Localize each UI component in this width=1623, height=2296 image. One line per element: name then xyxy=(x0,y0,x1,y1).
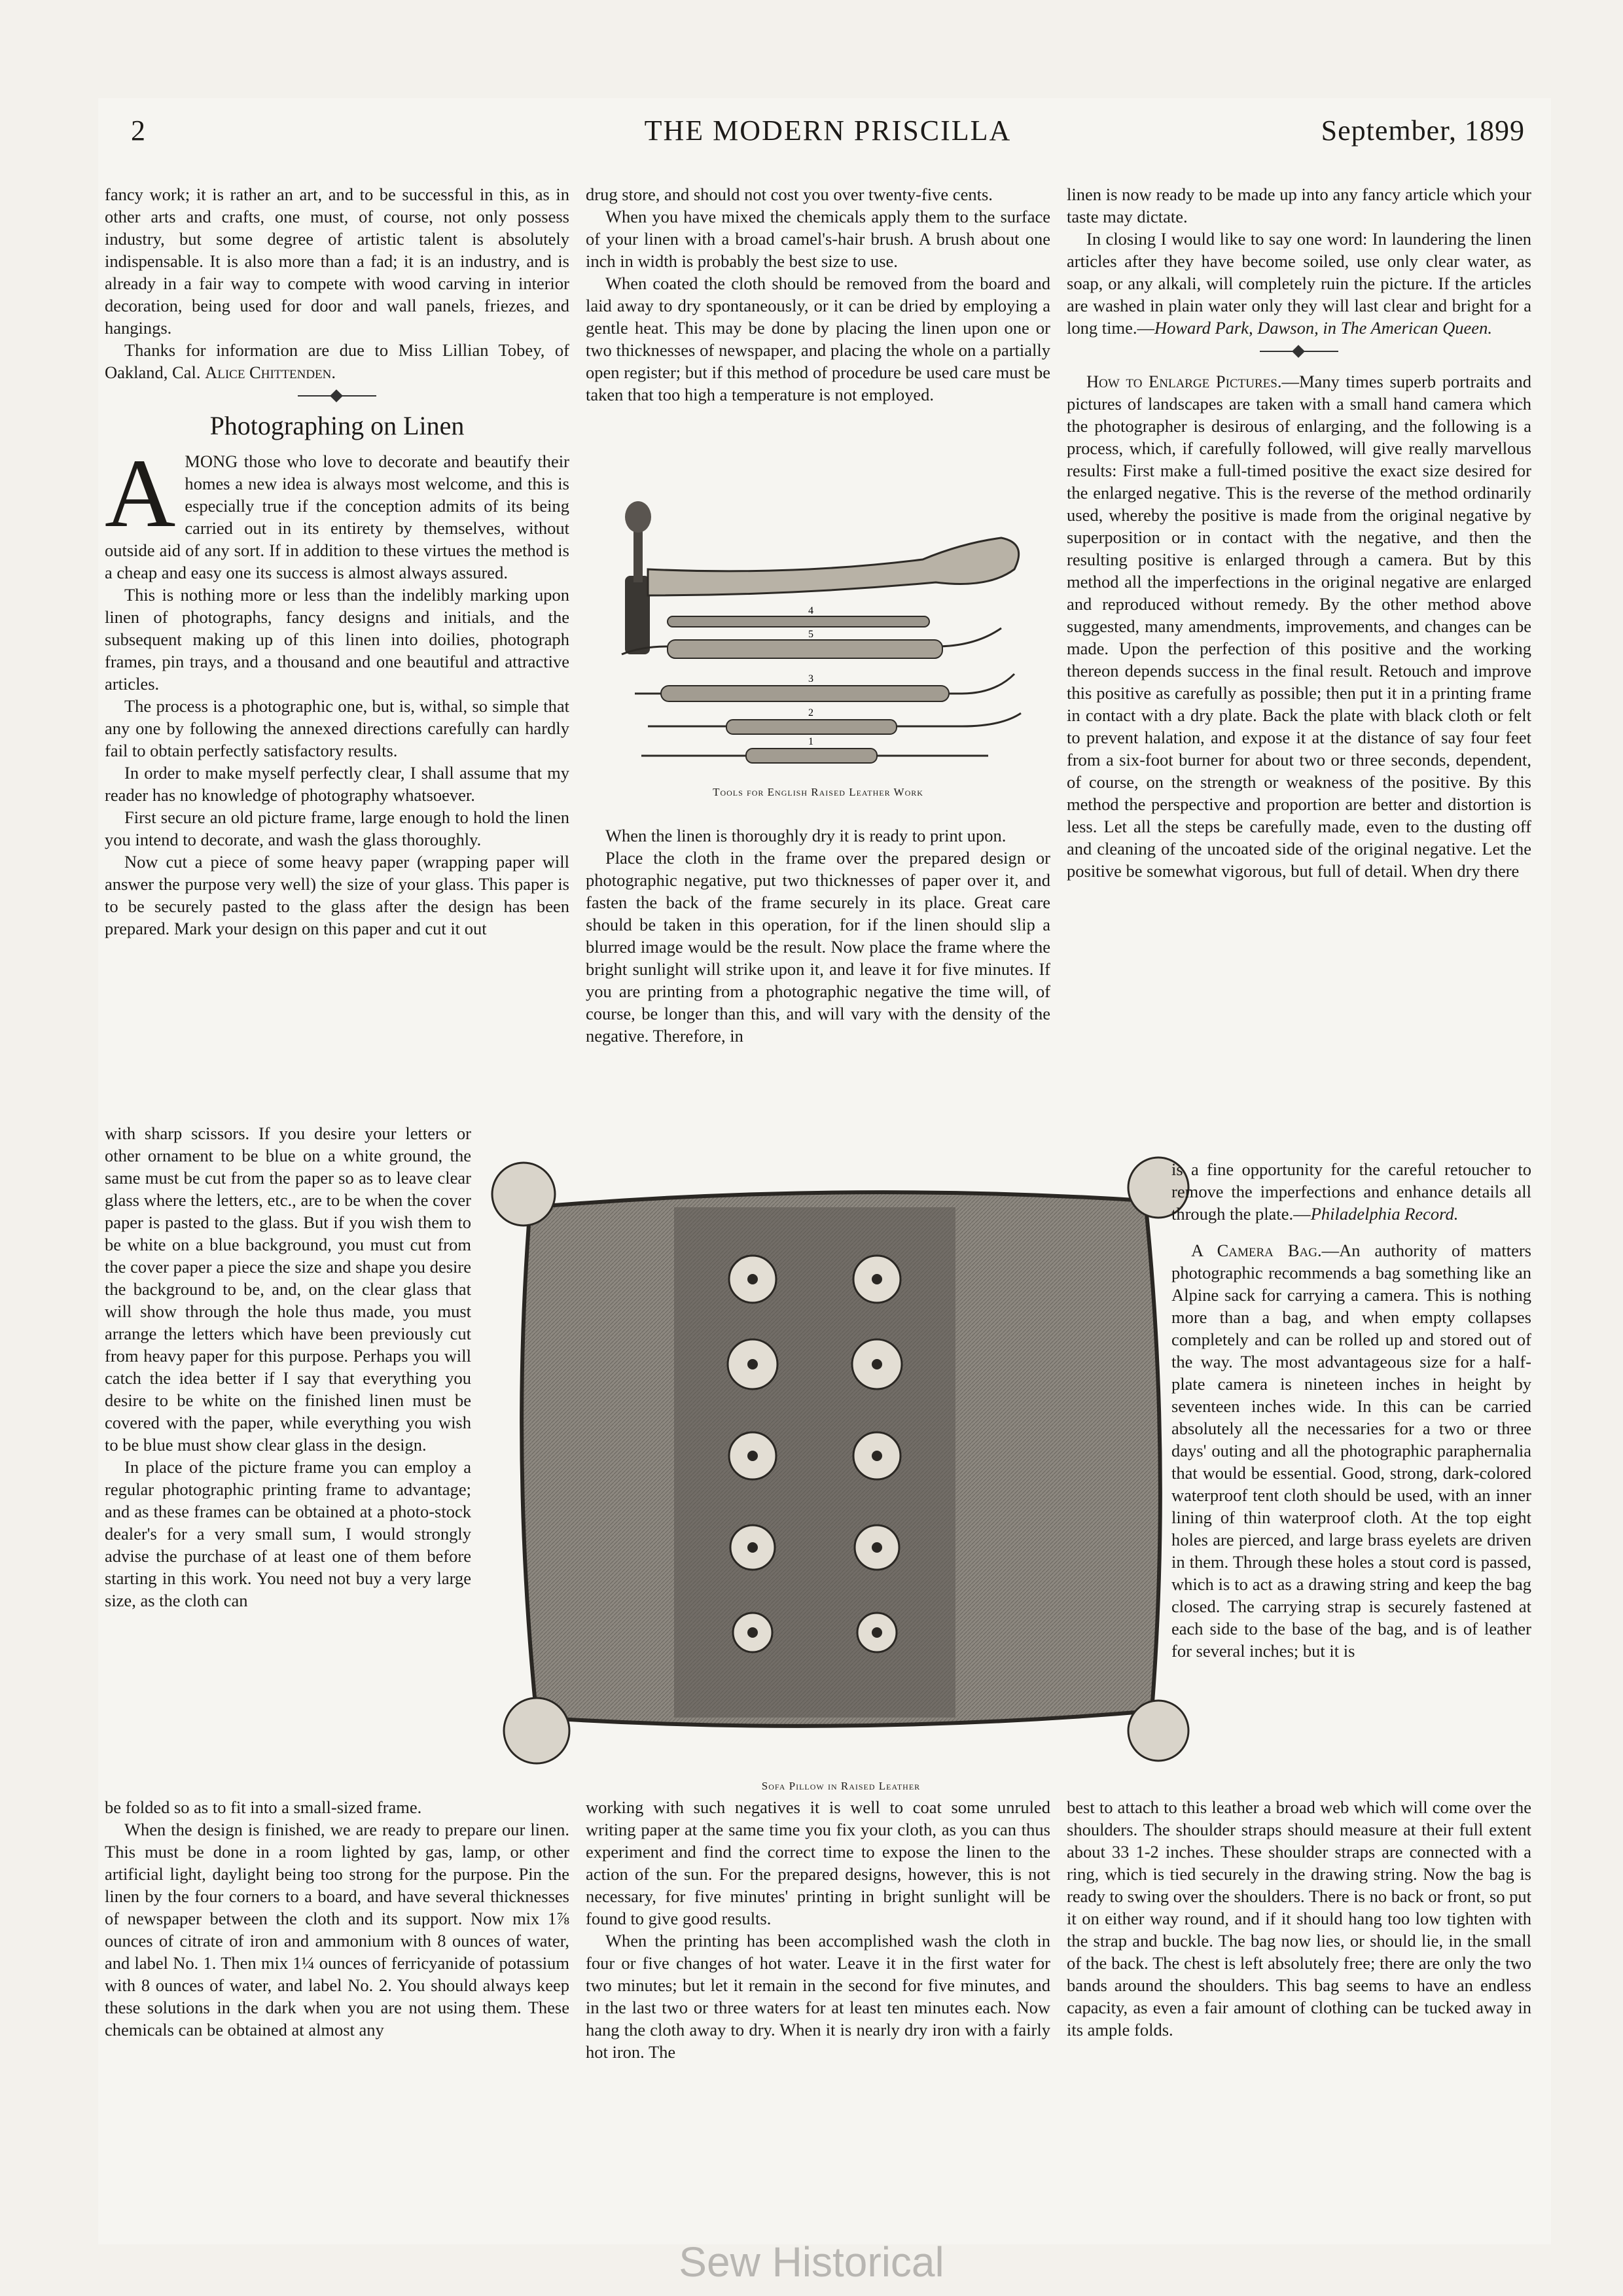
col2-paragraph-1: drug store, and should not cost you over twenty-five cents. xyxy=(586,185,993,204)
pillow-caption: Sofa Pillow in Raised Leather xyxy=(761,1780,921,1792)
article-paragraph-6a: Now cut a piece of some heavy paper (wrapping paper will answer the purpose very well) the size of your glass. This paper is to be securely pasted to the glass after the design has been prepared. Mark your design on this paper and cut it out xyxy=(105,852,569,938)
camera-bag-heading: A Camera Bag. xyxy=(1191,1241,1322,1260)
tool-row-4 xyxy=(668,605,929,627)
magazine-page xyxy=(98,98,1551,2244)
issue-date: September, 1899 xyxy=(1321,115,1525,147)
col3-credit: Howard Park, Dawson, in The American Queen. xyxy=(1154,318,1492,338)
intro-paragraph-2: Thanks for information are due to Miss Lillian Tobey, of Oakland, Cal. Alice Chittenden. xyxy=(105,340,569,382)
article-paragraph-7: In place of the picture frame you can employ a regular photographic printing frame to advantage; and as these frames can be obtained at a photo-stock dealer's for a very small sum, I would strongly advise the purchase of at least one of them before starting in this work. You need not buy a very large size, as the cloth can xyxy=(105,1457,471,1610)
col2-paragraph-7: When the printing has been accomplished wash the cloth in four or five changes of hot water. Leave it in the first water for two minutes; but let it remain in the second for five minutes, and in the last two or three waters for at least ten minutes each. Now hang the cloth away to dry. When it is nearly dry iron with a fairly hot iron. The xyxy=(586,1931,1050,2062)
tool-row-1 xyxy=(641,736,988,763)
article-paragraph-2: This is nothing more or less than the indelibly marking upon linen of photographs, fancy designs and initials, and the subsequent making up of this linen into doilies, photograph frames, pin trays, and a thousand and one beautiful and attractive articles. xyxy=(105,585,569,694)
camera-bag-paragraph: A Camera Bag.—An authority of matters photographic recommends a bag something like an Alpine sack for carrying a camera. This is nothing more than a bag, and when empty collapses completely and can be rolled up and stored out of the way. The most advantageous size for a half-plate camera is nineteen inches in height by seventeen inches wide. In this can be carried absolutely all the necessaries for a two or three days' outing and all the photographic paraphernalia that would be essential. Good, strong, dark-colored waterproof tent cloth should be used, with an inner lining of thin waterproof cloth. At the top eight holes are pierced, and large brass eyelets are driven in them. Through these holes a stout cord is passed, which is to act as a drawing string and keep the bag closed. The carrying strap is securely fastened at each side to the base of the bag, and is of leather for several inches; but it is xyxy=(1171,1241,1531,1661)
col2-paragraph-4: When the linen is thoroughly dry it is ready to print upon. xyxy=(605,826,1007,845)
col2-paragraph-2: When you have mixed the chemicals apply them to the surface of your linen with a broad camel's-hair brush. A brush about one inch in width is probably the best size to use. xyxy=(586,207,1050,271)
tool-label-1: 1 xyxy=(808,736,813,747)
col2-paragraph-3: When coated the cloth should be removed from the board and laid away to dry spontaneously, or it can be dried by employing a gentle heat. This may be done by placing the linen upon one or two thicknesses of newspaper, and placing the whole on a partially open register; but if this method of procedure be used care must be taken that too high a temperature is not employed. xyxy=(586,274,1050,404)
camera-bag-paragraph-b: best to attach to this leather a broad web which will come over the shoulders. The shoulder straps should measure at their full extent about 33 1-2 inches. These shoulder straps are connected with a ring, which is tied securely in the drawing string. Now the bag is ready to swing over the shoulders. There is no back or front, so put it on either way round, and if it should hang too low tighten with the strap and buckle. The bag now lies, or should lie, in the small of the back. The chest is left absolutely free; there are only the two bands around the shoulders. This bag seems to have an endless capacity, as even a fair amount of clothing can be tucked away in its ample folds. xyxy=(1067,1797,1531,2040)
enlarge-paragraph-b: is a fine opportunity for the careful retoucher to remove the imperfections and enhance details all through the plate.—Philadelphia Record. xyxy=(1171,1159,1531,1224)
hammer-head xyxy=(625,576,650,654)
author-signature: Alice Chittenden. xyxy=(205,362,336,382)
article-paragraph-5: First secure an old picture frame, large enough to hold the linen you intend to decorate, and wash the glass thoroughly. xyxy=(105,807,569,849)
center-panel xyxy=(674,1207,955,1718)
spoon-handle-tool xyxy=(648,538,1019,595)
section-divider xyxy=(298,395,376,402)
article-paragraph-1: AMONG those who love to decorate and beautify their homes a new idea is always most welcome, and this is especially true if the conception admits of its being carried out in its entirety by themselves, without outside aid of any sort. If in addition to these virtues the method is a cheap and easy one its success is almost always assured. xyxy=(105,439,569,582)
column-3 xyxy=(1067,183,1531,882)
column-1-lower xyxy=(105,1796,569,2041)
article-paragraph-7b: be folded so as to fit into a small-sized frame. xyxy=(105,1797,422,1817)
hammer-knob xyxy=(625,501,651,533)
enlarge-paragraph: How to Enlarge Pictures.—Many times superb portraits and pictures of landscapes are taken with a small hand camera which the photographer is desirous of enlarging, and the following is a process, which, if carefully followed, will give really marvellous results: First make a full-timed positive the exact size desired for the enlarged negative. This is the reverse of the method ordinarily used, whereby the positive is made from the original negative by superposition or in contact with the negative, and then the resulting positive is enlarged through a camera. But by this method all the imperfections in the original negative are enlarged and reproduced without remedy. By the other method above suggested, many amendments, improvements, and changes can be made. Upon the perfection of this positive and the working thereon depends success in the final result. Retouch and improve this positive as carefully as possible; then put it in a printing frame in contact with a dry plate. Back the plate with black cloth or felt to prevent halation, and expose it at the distance of say four feet from a six-foot burner for about two or three seconds, dependent, of course, on the strength or weakness of the positive. By this method the perspective and proportion are better and distortion is less. Let all the steps be carefully made, even to the dusting off and cleaning of the uncoated side of the original negative. Let the positive be somewhat vigorous, but full of detail. When dry there xyxy=(1067,372,1531,881)
col2-paragraph-6: working with such negatives it is well to coat some unruled writing paper at the same time you fix your cloth, as you can thus experiment and find the correct time to expose the linen to the action of the sun. For the prepared designs, however, this is not necessary, for five minutes' printing in bright sunlight will be found to give good results. xyxy=(586,1797,1050,1928)
drop-cap: A xyxy=(105,439,176,548)
tools-illustration xyxy=(596,497,1041,805)
tool-label-2: 2 xyxy=(808,707,813,718)
article-paragraph-4: In order to make myself perfectly clear, I shall assume that my reader has no knowledge of photography whatsoever. xyxy=(105,763,569,805)
sofa-pillow-illustration xyxy=(484,1148,1198,1803)
tool-row-5 xyxy=(622,628,1001,658)
article-paragraph-6b: with sharp scissors. If you desire your letters or other ornament to be blue on a white ground, the same must be cut from the paper so as to leave clear glass where the letters, etc., are to be when the cover paper is pasted to the glass. But if you wish them to be white on a blue background, you must cut from the cover paper a piece the size and shape you desire the background to be, and, on the clear glass that will show through the hole thus made, you must arrange the letters which have been previously cut from heavy paper for this purpose. Perhaps you will catch the idea better if I say that everything you desire to be white on the finished linen must be covered with the paper, while everything you wish to be blue must show clear glass in the design. xyxy=(105,1123,471,1455)
article-headline: Photographing on Linen xyxy=(209,411,465,440)
column-1 xyxy=(105,183,569,940)
page-header xyxy=(131,114,1525,160)
col3-paragraph-2: In closing I would like to say one word: In laundering the linen articles after they have become soiled, use only clear water, as soap, or any alkali, will completely ruin the picture. If the articles are washed in plain water only they will last clear and bright for a long time.—Howard Park, Dawson, in The American Queen. xyxy=(1067,229,1531,338)
column-2-lower xyxy=(586,1796,1050,2063)
enlarge-credit: Philadelphia Record. xyxy=(1310,1204,1459,1224)
col2-paragraph-5: Place the cloth in the frame over the prepared design or photographic negative, put two thicknesses of paper over it, and fasten the back of the frame securely in its place. Great care should be taken in this operation, for if the linen should slip a blurred image would be the result. Now place the frame where the bright sunlight will strike upon it, and leave it for five minutes. If you are printing from a photographic negative the time will, of course, be longer than this, and will vary with the density of the negative. Therefore, in xyxy=(586,848,1050,1046)
tool-row-2 xyxy=(648,707,1021,734)
magazine-title: THE MODERN PRISCILLA xyxy=(644,115,1012,147)
enlarge-heading: How to Enlarge Pictures. xyxy=(1086,372,1282,391)
section-divider-2 xyxy=(1260,351,1338,357)
column-1-narrow xyxy=(105,1122,471,1612)
tools-drawing xyxy=(596,497,1041,779)
tool-label-4: 4 xyxy=(808,605,813,616)
column-2-mid xyxy=(586,824,1050,1047)
tool-label-3: 3 xyxy=(808,673,813,684)
column-3-narrow xyxy=(1171,1158,1531,1662)
column-3-lower xyxy=(1067,1796,1531,2041)
column-2 xyxy=(586,183,1050,406)
page-number: 2 xyxy=(131,115,147,147)
article-paragraph-8: When the design is finished, we are ready to prepare our linen. This must be done in a room lighted by gas, lamp, or other artificial light, daylight being too strong for the purpose. Pin the linen by the four corners to a board, and have several thicknesses of newspaper between the cloth and its support. Now mix 1⅞ ounces of citrate of iron and ammonium with 8 ounces of water, and label No. 1. Then mix 1¼ ounces of ferricyanide of potassium with 8 ounces of water, and label No. 2. You should always keep these solutions in the dark when you are not using them. These chemicals can be obtained at almost any xyxy=(105,1820,569,2040)
tool-label-5: 5 xyxy=(808,629,813,640)
pillow-drawing xyxy=(484,1148,1198,1776)
watermark: Sew Historical xyxy=(679,2238,944,2286)
intro-paragraph-1: fancy work; it is rather an art, and to be successful in this, as in other arts and crafts, one must, of course, not only possess industry, but some degree of artistic talent is absolutely indispensable. It is also more than a fad; it is an industry, and is already in a fair way to compete with wood carving in interior decoration, being used for door and wall panels, friezes, and hangings. xyxy=(105,185,569,338)
tools-caption: Tools for English Raised Leather Work xyxy=(713,786,923,798)
article-paragraph-3: The process is a photographic one, but is, withal, so simple that any one by following the annexed directions carefully can hardly fail to obtain perfectly satisfactory results. xyxy=(105,696,569,760)
col3-paragraph-1: linen is now ready to be made up into any fancy article which your taste may dictate. xyxy=(1067,185,1531,226)
tool-row-3 xyxy=(635,673,1014,701)
